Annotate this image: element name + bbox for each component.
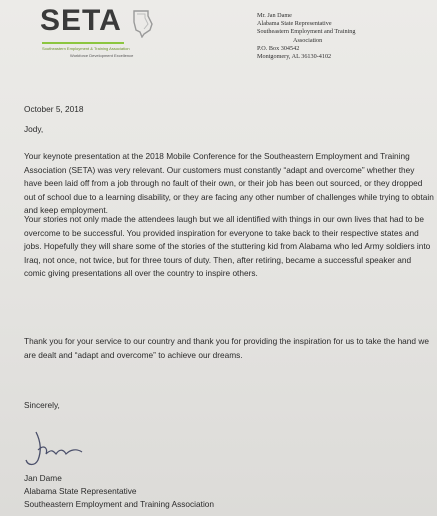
paragraph-2: Your stories not only made the attendees laugh but we all identified with things in our own lives that had to be overcome to be successful. You provided inspiration for everyone to take back to their respective states and jobs. Hopefully they will share some of the stories of the stuttering kid from Alabama who led Army soldiers into Iraq, not once, not twice, but for three tours of duty. Then, after retiring, became a successful speaker and comic giving presentations all over the country to inspire others. xyxy=(24,214,431,278)
address-line: Mr. Jan Dame xyxy=(257,12,292,19)
paragraph-3: Thank you for your service to our country and thank you for providing the inspiration for us to take the hand we are dealt and “adapt and overcome” to achieve our dreams. xyxy=(24,336,429,360)
letter-date: October 5, 2018 xyxy=(24,104,84,114)
signer-title: Alabama State Representative xyxy=(24,486,137,496)
address-line: Southeastern Employment and Training xyxy=(257,28,356,36)
signer-organization: Southeastern Employment and Training Association xyxy=(24,499,215,509)
state-map-icon xyxy=(132,10,154,38)
address-line: Alabama State Representative xyxy=(257,20,332,28)
address-line: Montgomery, AL 36130-4102 xyxy=(257,53,332,61)
logo-subtagline: Workforce Development Excellence xyxy=(70,53,134,58)
salutation: Jody, xyxy=(24,124,44,134)
paragraph-1: Your keynote presentation at the 2018 Mobile Conference for the Southeastern Employment and Training Association (SETA) was very relevant. Our customers must constantly “adapt and overcome” whether they have been laid off from a job through no fault of their own, or their job has been out sourced, or they dropped out of school due to a learning disability, or they are facing any other number of challenges while trying to obtain and keep employment. xyxy=(24,151,434,215)
sender-address xyxy=(257,12,355,61)
logo-tagline: Southeastern Employment & Training Association xyxy=(42,46,130,51)
logo-wordmark: SETA xyxy=(40,4,122,37)
signature-block xyxy=(24,472,214,511)
signer-name: Jan Dame xyxy=(24,473,62,483)
address-line: Association xyxy=(293,36,323,44)
handwritten-signature xyxy=(22,426,92,470)
logo-underline xyxy=(42,42,124,44)
closing: Sincerely, xyxy=(24,400,60,410)
seta-logo xyxy=(40,4,170,62)
address-line: P.O. Box 304542 xyxy=(257,44,300,52)
